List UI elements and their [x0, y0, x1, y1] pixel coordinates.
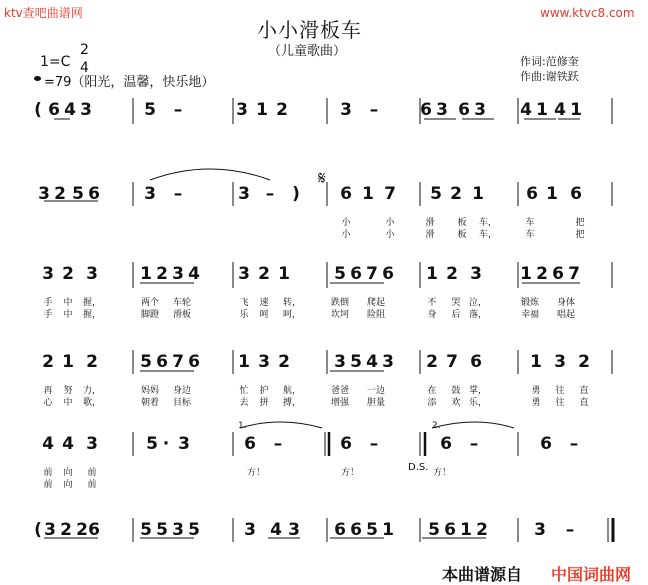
score-note: 3	[86, 434, 98, 454]
composer-credit: 作曲:谢铁跃	[520, 70, 579, 83]
score-note: )	[292, 184, 300, 204]
score-note: 1	[140, 264, 152, 284]
da-segno-mark: D.S.	[408, 462, 429, 473]
score-note: 3	[258, 352, 270, 372]
score-note: 2	[86, 352, 98, 372]
score-note: 1	[570, 100, 582, 120]
watermark-right: www.ktvc8.com	[540, 6, 635, 20]
lyric-syllable: 幸福	[520, 310, 539, 320]
lyric-syllable: 方！	[432, 468, 451, 478]
lyric-syllable: 把	[575, 218, 585, 228]
lyric-syllable: 车轮	[172, 298, 191, 308]
score-note: 2	[578, 352, 590, 372]
lyric-syllable: 险阻	[366, 310, 385, 320]
lyric-syllable: 航，	[282, 386, 301, 396]
lyric-syllable: 唱起	[556, 310, 575, 320]
lyric-syllable: 小	[341, 218, 351, 228]
lyric-syllable: 再	[43, 386, 53, 396]
score-note: 5	[144, 100, 156, 120]
score-note: 3	[42, 264, 54, 284]
score-note: –	[565, 520, 575, 540]
score-note: 4	[270, 520, 282, 540]
footer-source-label: 本曲谱源自	[442, 565, 523, 584]
score-note: 2	[536, 264, 548, 284]
score-note: 3	[38, 184, 50, 204]
lyric-syllable: 乐	[239, 310, 249, 320]
lyric-syllable: 胆量	[366, 398, 385, 408]
lyric-syllable: 车	[525, 218, 535, 228]
lyric-syllable: 不	[427, 298, 437, 308]
lyric-syllable: 呵	[259, 310, 269, 320]
lyric-syllable: 握，	[82, 298, 101, 308]
score-note: 4	[42, 434, 54, 454]
lyric-syllable: 朝着	[140, 398, 159, 408]
score-note: –	[173, 100, 183, 120]
score-note: 7	[384, 184, 396, 204]
score-note: 1	[62, 352, 74, 372]
score-note: 1	[536, 100, 548, 120]
lyric-syllable: 握，	[82, 310, 101, 320]
score-note: 4	[64, 100, 76, 120]
score-note: –	[569, 434, 579, 454]
lyric-syllable: 心	[43, 398, 53, 408]
score-note: 6	[526, 184, 538, 204]
score-note: –	[265, 184, 275, 204]
score-note: 3	[86, 264, 98, 284]
score-note: 4	[188, 264, 200, 284]
score-note: 2	[276, 100, 288, 120]
score-note: 3	[44, 520, 56, 540]
score-note: 6	[540, 434, 552, 454]
score-note: –	[369, 434, 379, 454]
lyric-syllable: 两个	[140, 298, 159, 308]
score-note: 2	[450, 184, 462, 204]
lyric-syllable: 转，	[282, 298, 301, 308]
lyric-syllable: 方！	[340, 468, 359, 478]
score-note: 1	[278, 264, 290, 284]
lyric-syllable: 往	[555, 398, 565, 408]
lyric-syllable: 添	[427, 398, 437, 408]
score-note: 2	[278, 352, 290, 372]
lyric-syllable: 乐，	[468, 398, 487, 408]
lyric-syllable: 小	[341, 230, 351, 240]
lyric-syllable: 前	[43, 468, 53, 478]
lyric-syllable: 板	[457, 230, 467, 240]
score-note: 3	[236, 100, 248, 120]
lyric-syllable: 歌，	[82, 398, 101, 408]
lyric-syllable: 爸爸	[330, 386, 349, 396]
lyric-syllable: 手	[43, 298, 53, 308]
key-signature: 1=C	[40, 54, 71, 70]
lyric-syllable: 泣，	[468, 298, 487, 308]
lyric-syllable: 力，	[82, 386, 101, 396]
song-subtitle: （儿童歌曲）	[268, 44, 347, 59]
score-note: 5	[428, 520, 440, 540]
score-note: 6	[458, 100, 470, 120]
lyric-syllable: 目标	[172, 398, 191, 408]
score-note: 1	[520, 264, 532, 284]
score-note: ·	[162, 434, 170, 454]
score-note: 3	[80, 100, 92, 120]
lyric-syllable: 一边	[366, 386, 385, 396]
score-note: 5	[140, 352, 152, 372]
score-note: 3	[238, 264, 250, 284]
lyric-syllable: 勇	[531, 386, 541, 396]
score-note: 6	[88, 520, 100, 540]
lyric-syllable: 中	[63, 310, 73, 320]
score-note: 3	[474, 100, 486, 120]
lyric-syllable: 后	[451, 310, 461, 320]
score-note: 7	[568, 264, 580, 284]
score-note: 3	[178, 434, 190, 454]
tempo-marking: =79（阳光，温馨，快乐地）	[44, 75, 215, 90]
score-note: 5	[140, 520, 152, 540]
time-signature-bottom: 4	[80, 60, 89, 76]
score-note: 6	[350, 520, 362, 540]
score-note: 3	[470, 264, 482, 284]
score-note: 5	[430, 184, 442, 204]
lyric-syllable: 车，	[478, 230, 497, 240]
lyric-syllable: 向	[63, 468, 73, 478]
score-note: 1	[472, 184, 484, 204]
score-note: 5	[334, 264, 346, 284]
lyric-syllable: 滑	[425, 230, 435, 240]
score-note: 3	[238, 184, 250, 204]
score-note: 3	[144, 184, 156, 204]
lyric-syllable: 中	[63, 298, 73, 308]
svg-text:2.: 2.	[432, 421, 441, 431]
score-note: 6	[340, 434, 352, 454]
lyric-syllable: 哭	[451, 298, 461, 308]
lyricist-credit: 作词:范修奎	[520, 55, 579, 68]
lyric-syllable: 滑	[425, 218, 435, 228]
score-note: 6	[440, 434, 452, 454]
score-note: 3	[334, 352, 346, 372]
lyric-syllable: 欢	[451, 398, 461, 408]
lyric-syllable: 方！	[246, 468, 265, 478]
lyric-syllable: 护	[259, 386, 269, 396]
score-note: 2	[446, 264, 458, 284]
svg-text:1.: 1.	[238, 421, 247, 431]
lyric-syllable: 小	[385, 230, 395, 240]
lyric-syllable: 搏，	[282, 398, 301, 408]
score-note: 5	[156, 520, 168, 540]
score-note: 6	[48, 100, 60, 120]
lyric-syllable: 锻炼	[520, 298, 539, 308]
score-note: 3	[172, 520, 184, 540]
score-note: 1	[546, 184, 558, 204]
score-note: 3	[436, 100, 448, 120]
lyric-syllable: 把	[575, 230, 585, 240]
score-note: 1	[460, 520, 472, 540]
score-note: 6	[570, 184, 582, 204]
lyric-syllable: 增强	[330, 398, 349, 408]
score-note: 1	[256, 100, 268, 120]
score-note: 2	[54, 184, 66, 204]
score-note: 3	[382, 352, 394, 372]
lyric-syllable: 身	[427, 310, 437, 320]
footer-site-name: 中国词曲网	[551, 565, 632, 584]
lyric-syllable: 直	[579, 386, 589, 396]
score-note: 6	[244, 434, 256, 454]
score-note: 4	[62, 434, 74, 454]
score-note: 4	[366, 352, 378, 372]
lyric-syllable: 向	[63, 480, 73, 490]
score-note: 3	[288, 520, 300, 540]
score-note: –	[469, 434, 479, 454]
score-note: 3	[340, 100, 352, 120]
lyric-syllable: 妈妈	[140, 386, 159, 396]
score-note: 5	[72, 184, 84, 204]
lyric-syllable: 拼	[259, 398, 269, 408]
lyric-syllable: 在	[427, 386, 437, 396]
lyric-syllable: 车	[525, 230, 535, 240]
lyric-syllable: 滑板	[172, 310, 191, 320]
lyric-syllable: 前	[87, 480, 97, 490]
lyric-syllable: 直	[579, 398, 589, 408]
lyric-syllable: 手	[43, 310, 53, 320]
score-note: 1	[238, 352, 250, 372]
score-note: 5	[350, 352, 362, 372]
score-note: (	[34, 100, 42, 120]
score-note: 6	[382, 264, 394, 284]
score-note: 1	[426, 264, 438, 284]
score-note: 5	[188, 520, 200, 540]
lyric-syllable: 前	[87, 468, 97, 478]
score-note: 3	[534, 520, 546, 540]
lyric-syllable: 身体	[556, 298, 575, 308]
lyric-syllable: 飞	[239, 298, 249, 308]
lyric-syllable: 掌，	[468, 386, 487, 396]
score-note: 3	[554, 352, 566, 372]
score-note: –	[273, 434, 283, 454]
score-note: –	[369, 100, 379, 120]
lyric-syllable: 脚蹬	[140, 310, 159, 320]
score-note: 2	[476, 520, 488, 540]
score-note: 2	[156, 264, 168, 284]
score-note: 6	[334, 520, 346, 540]
score-note: 6	[470, 352, 482, 372]
score-note: 2	[426, 352, 438, 372]
score-note: 2	[42, 352, 54, 372]
lyric-syllable: 小	[385, 218, 395, 228]
lyric-syllable: 速	[259, 298, 269, 308]
score-note: 5	[146, 434, 158, 454]
score-note: 3	[244, 520, 256, 540]
lyric-syllable: 落，	[468, 310, 487, 320]
score-note: 6	[552, 264, 564, 284]
lyric-syllable: 爬起	[366, 298, 385, 308]
score-note: –	[173, 184, 183, 204]
score-note: 6	[444, 520, 456, 540]
score-note: 2	[62, 264, 74, 284]
score-note: 2	[258, 264, 270, 284]
score-note: 1	[362, 184, 374, 204]
lyric-syllable: 跌倒	[330, 298, 349, 308]
score-note: 1	[530, 352, 542, 372]
lyric-syllable: 忙	[239, 386, 249, 396]
lyric-syllable: 鼓	[451, 386, 461, 396]
score-note: 3	[172, 264, 184, 284]
lyric-syllable: 努	[63, 386, 73, 396]
score-note: 7	[446, 352, 458, 372]
score-note: 6	[350, 264, 362, 284]
lyric-syllable: 车，	[478, 218, 497, 228]
score-note: 7	[366, 264, 378, 284]
score-note: 2	[60, 520, 72, 540]
score-note: 6	[340, 184, 352, 204]
lyric-syllable: 呵，	[282, 310, 301, 320]
score-note: (	[34, 520, 42, 540]
time-signature-top: 2	[80, 42, 89, 58]
score-note: 6	[88, 184, 100, 204]
lyric-syllable: 板	[457, 218, 467, 228]
score-note: 4	[520, 100, 532, 120]
lyric-syllable: 身边	[172, 386, 191, 396]
score-note: 4	[554, 100, 566, 120]
lyric-syllable: 坎坷	[330, 310, 349, 320]
watermark-left: ktv查吧曲谱网	[4, 6, 83, 20]
score-note: 5	[366, 520, 378, 540]
lyric-syllable: 中	[63, 398, 73, 408]
score-note: 1	[382, 520, 394, 540]
lyric-syllable: 往	[555, 386, 565, 396]
score-note: 7	[172, 352, 184, 372]
score-note: 6	[156, 352, 168, 372]
score-note: 6	[188, 352, 200, 372]
lyric-syllable: 去	[239, 398, 249, 408]
score-note: 2	[76, 520, 88, 540]
song-title: 小小滑板车	[257, 18, 362, 42]
lyric-syllable: 前	[43, 480, 53, 490]
svg-text:𝄋: 𝄋	[318, 168, 326, 189]
lyric-syllable: 勇	[531, 398, 541, 408]
score-note: 6	[420, 100, 432, 120]
